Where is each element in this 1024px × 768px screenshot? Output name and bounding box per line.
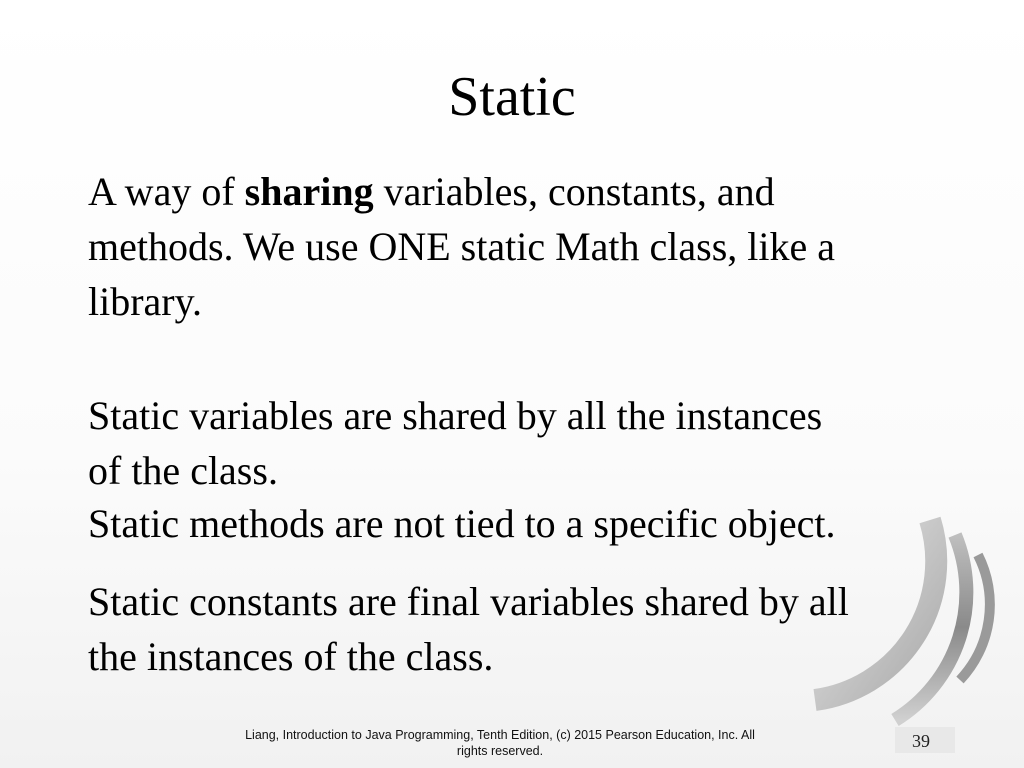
slide-title: Static	[448, 66, 576, 128]
paragraph-static-variables: Static variables are shared by all the instances of the class.	[88, 393, 823, 493]
paragraph-sharing: A way of sharing variables, constants, and methods. We use ONE static Math class, like a library.	[88, 169, 835, 324]
paragraph-static-constants: Static constants are final variables shared by all the instances of the class.	[88, 579, 849, 679]
emphasis-sharing: sharing	[244, 169, 374, 214]
footer-copyright: Liang, Introduction to Java Programming, Tenth Edition, (c) 2015 Pearson Education, Inc. All rights reserved.	[245, 728, 755, 758]
page-number: 39	[912, 731, 930, 751]
paragraph-static-methods: Static methods are not tied to a specific object.	[88, 501, 836, 546]
